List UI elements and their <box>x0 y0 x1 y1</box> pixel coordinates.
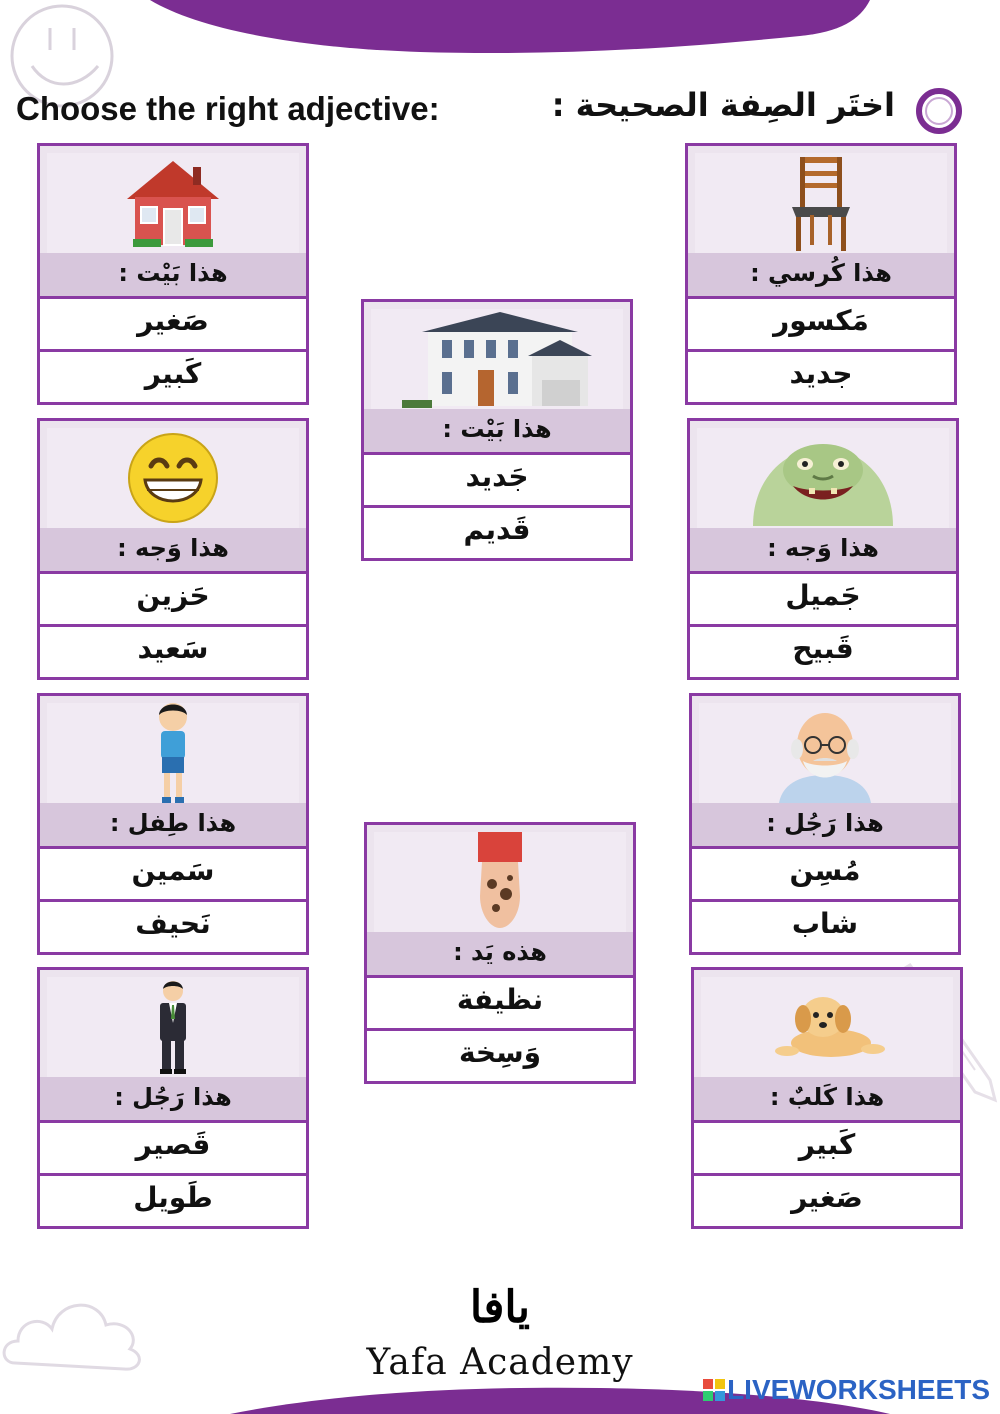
option-elderly[interactable]: مُسِن <box>689 849 961 902</box>
option-sad[interactable]: حَزين <box>37 574 309 627</box>
businessman-icon <box>151 979 195 1075</box>
card-face-happy <box>37 418 309 680</box>
option-ugly[interactable]: قَبيح <box>687 627 959 680</box>
card-label: هذا طِفل : <box>37 803 309 849</box>
card-dog <box>691 967 963 1229</box>
card-label: هذا رَجُل : <box>689 803 961 849</box>
option-clean[interactable]: نظيفة <box>364 978 636 1031</box>
card-label: هذا بَيْت : <box>37 253 309 299</box>
chair-icon <box>786 155 856 251</box>
grinning-face-icon <box>127 432 219 524</box>
option-new[interactable]: جَديد <box>361 455 633 508</box>
monster-face-icon <box>743 430 903 526</box>
yafa-logo-mark: يافا <box>469 1282 530 1333</box>
card-face-ugly <box>687 418 959 680</box>
liveworksheets-logo[interactable] <box>703 1374 990 1406</box>
house-icon <box>123 157 223 249</box>
card-old-man <box>689 693 961 955</box>
liveworksheets-text: LIVEWORKSHEETS <box>727 1374 990 1405</box>
puppy-icon <box>767 987 887 1067</box>
card-label: هذا رَجُل : <box>37 1077 309 1123</box>
old-man-icon <box>765 703 885 803</box>
card-house-small <box>37 143 309 405</box>
mansion-icon <box>402 310 592 408</box>
option-beautiful[interactable]: جَميل <box>687 574 959 627</box>
option-happy[interactable]: سَعيد <box>37 627 309 680</box>
option-small[interactable]: صَغير <box>37 299 309 352</box>
card-label: هذا كُرسي : <box>685 253 957 299</box>
card-chair <box>685 143 957 405</box>
card-man-suit <box>37 967 309 1229</box>
boy-icon <box>148 703 198 803</box>
card-hand <box>364 822 636 1084</box>
option-new[interactable]: جديد <box>685 352 957 405</box>
card-child <box>37 693 309 955</box>
option-young[interactable]: شاب <box>689 902 961 955</box>
option-tall[interactable]: طَويل <box>37 1176 309 1229</box>
option-broken[interactable]: مَكسور <box>685 299 957 352</box>
academy-name: Yafa Academy <box>366 1342 634 1383</box>
option-short[interactable]: قَصير <box>37 1123 309 1176</box>
option-big[interactable]: كَبير <box>37 352 309 405</box>
arabic-instruction: اختَر الصِفة الصحيحة : <box>551 86 895 124</box>
card-label: هذا بَيْت : <box>361 409 633 455</box>
card-label: هذا وَجه : <box>37 528 309 574</box>
card-label: هذه يَد : <box>364 932 636 978</box>
top-wave-decoration <box>0 0 1000 60</box>
option-dirty[interactable]: وَسِخة <box>364 1031 636 1084</box>
card-label: هذا كَلبٌ : <box>691 1077 963 1123</box>
card-house-big <box>361 299 633 561</box>
option-fat[interactable]: سَمين <box>37 849 309 902</box>
option-small[interactable]: صَغير <box>691 1176 963 1229</box>
english-instruction: Choose the right adjective: <box>16 90 440 127</box>
card-label: هذا وَجه : <box>687 528 959 574</box>
liveworksheets-icon <box>703 1379 725 1401</box>
option-big[interactable]: كَبير <box>691 1123 963 1176</box>
dirty-hand-icon <box>470 832 530 932</box>
option-thin[interactable]: نَحيف <box>37 902 309 955</box>
ring-bullet-icon <box>914 86 964 136</box>
option-old[interactable]: قَديم <box>361 508 633 561</box>
